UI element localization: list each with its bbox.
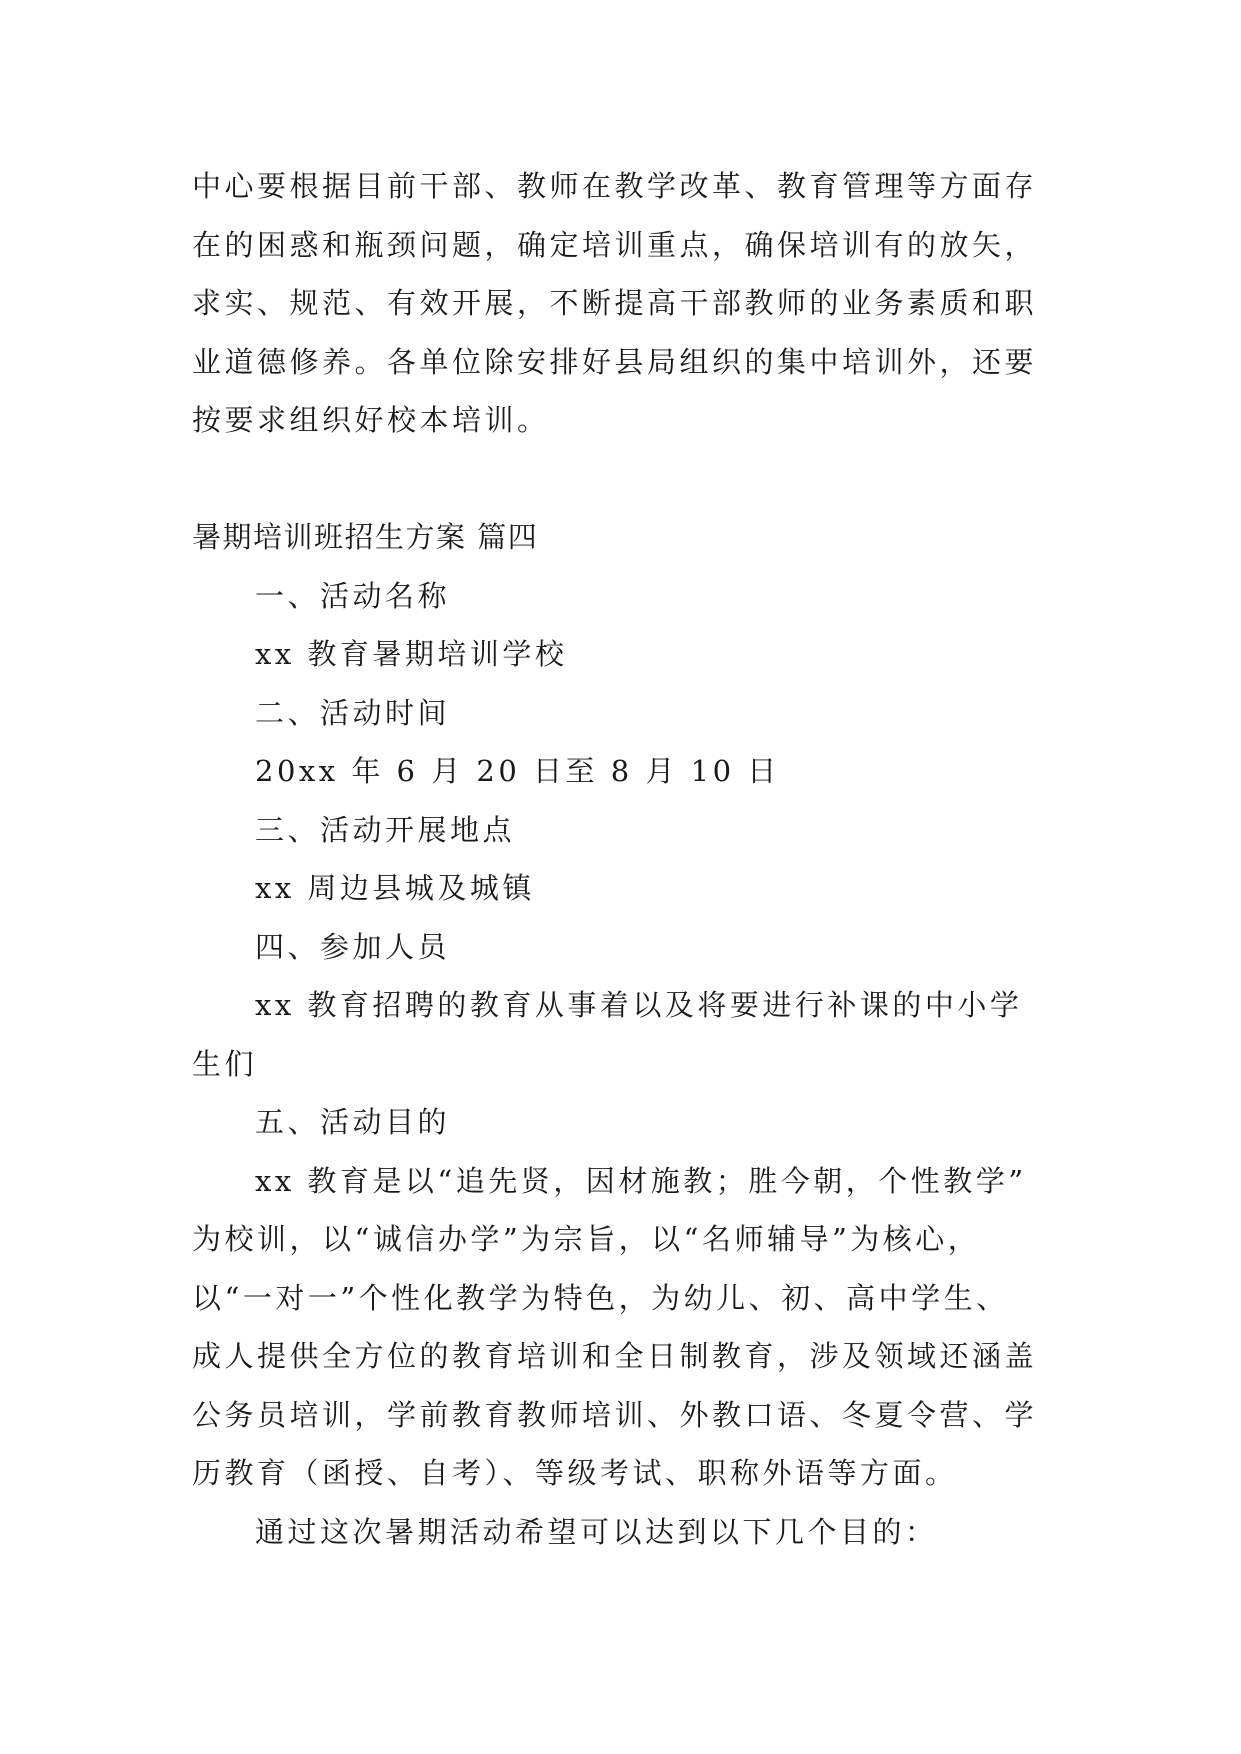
intro-line-2: 在的困惑和瓶颈问题，确定培训重点，确保培训有的放矢， xyxy=(192,227,1038,262)
intro-line-1: 中心要根据目前干部、教师在教学改革、教育管理等方面存 xyxy=(192,169,1038,203)
heading-activity-location: 三、活动开展地点 xyxy=(255,812,516,847)
heading-activity-purpose: 五、活动目的 xyxy=(255,1105,451,1139)
heading-participants: 四、参加人员 xyxy=(255,929,451,964)
value-activity-name: xx 教育暑期培训学校 xyxy=(255,637,568,671)
intro-line-4: 业道德修养。各单位除安排好县局组织的集中培训外，还要 xyxy=(192,344,1038,379)
value-activity-location: xx 周边县城及城镇 xyxy=(255,871,535,905)
value-purpose-line-5: 公务员培训，学前教育教师培训、外教口语、冬夏令营、学 xyxy=(192,1397,1038,1432)
value-participants-line-2: 生们 xyxy=(192,1046,258,1081)
value-activity-time: 20xx 年 6 月 20 日至 8 月 10 日 xyxy=(255,754,780,788)
value-purpose-line-2: 为校训，以“诚信办学”为宗旨，以“名师辅导”为核心， xyxy=(192,1222,981,1256)
document-body xyxy=(192,157,1052,1561)
intro-line-5: 按要求组织好校本培训。 xyxy=(192,403,550,437)
value-participants-line-1: xx 教育招聘的教育从事着以及将要进行补课的中小学 xyxy=(255,988,1023,1022)
heading-activity-time: 二、活动时间 xyxy=(255,695,451,730)
intro-line-3: 求实、规范、有效开展，不断提高干部教师的业务素质和职 xyxy=(192,286,1038,320)
paragraph-gap xyxy=(192,450,1052,509)
value-purpose-line-6: 历教育（函授、自考）、等级考试、职称外语等方面。 xyxy=(192,1456,958,1490)
value-purpose-line-1: xx 教育是以“追先贤，因材施教；胜今朝，个性教学” xyxy=(255,1163,1027,1198)
heading-activity-name: 一、活动名称 xyxy=(255,578,451,613)
value-purpose-line-3: 以“一对一”个性化教学为特色，为幼儿、初、高中学生、 xyxy=(192,1280,1009,1315)
closing-line: 通过这次暑期活动希望可以达到以下几个目的： xyxy=(255,1514,938,1549)
section-title: 暑期培训班招生方案 篇四 xyxy=(192,520,539,554)
value-purpose-line-4: 成人提供全方位的教育培训和全日制教育，涉及领域还涵盖 xyxy=(192,1339,1038,1373)
